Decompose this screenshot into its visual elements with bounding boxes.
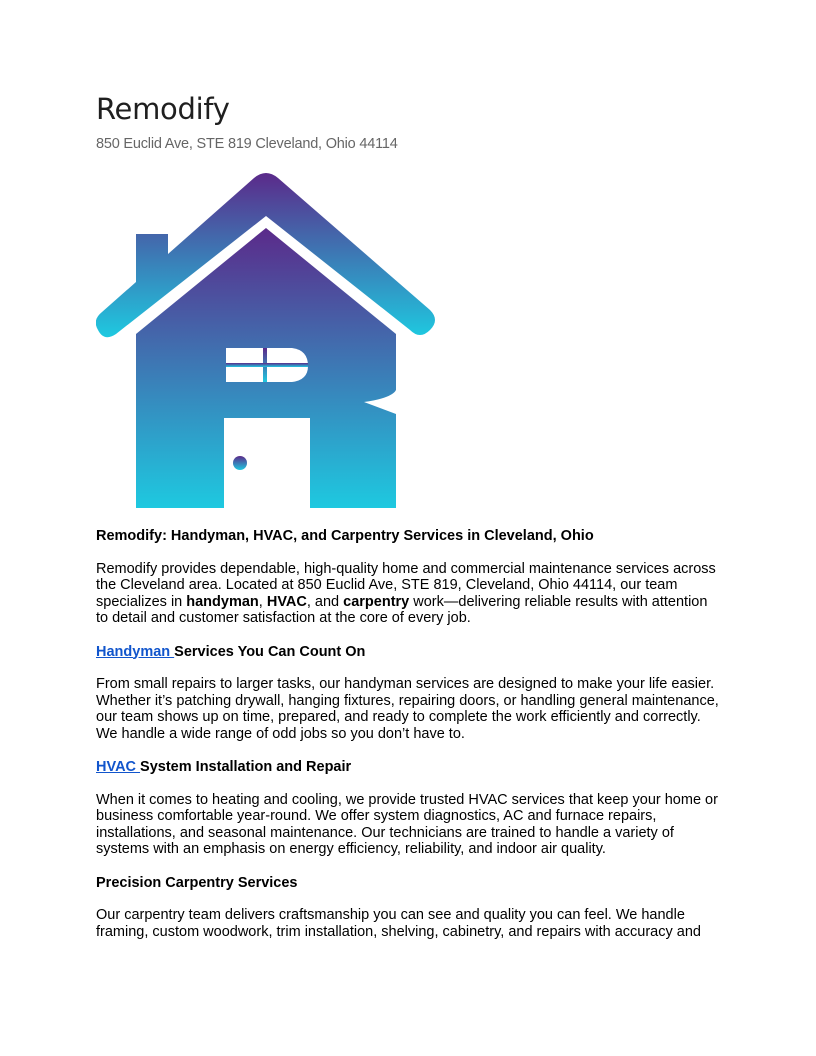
hvac-paragraph: When it comes to heating and cooling, we provide trusted HVAC services that keep your home or business comfortable year-round. We offer system diagnostics, AC and furnace repairs, installations, and seasonal maintenance. Our technicians are trained to handle a variety of systems with an emphasis on energy efficiency, reliability, and indoor air quality. (96, 791, 718, 857)
hvac-link[interactable]: HVAC (96, 759, 141, 775)
intro-paragraph (96, 561, 720, 627)
handyman-link[interactable]: Handyman (96, 643, 175, 660)
page-title: Remodify (96, 92, 230, 126)
hvac-heading-text: System Installation and Repair (140, 759, 352, 775)
handyman-heading (96, 644, 720, 661)
intro-text-2: work—delivering reliable results with attention to detail and customer satisfaction at the core of every job. (96, 593, 708, 626)
handyman-paragraph: From small repairs to larger tasks, our handyman services are designed to make your life easier. Whether it’s patching drywall, hanging fixtures, repairing doors, or handling general maintenance, our team shows up on time, prepared, and ready to complete the work efficiently and correctly. We handle a wide range of odd jobs so you don’t have to. (96, 676, 719, 742)
intro-heading: Remodify: Handyman, HVAC, and Carpentry Services in Cleveland, Ohio (96, 528, 594, 544)
bold-carpentry: carpentry (343, 593, 410, 610)
intro-text-1: Remodify provides dependable, high-quality home and commercial maintenance services across the Cleveland area. Located at 850 Euclid Ave, STE 819, Cleveland, Ohio 44114, our team specializes in (96, 560, 716, 610)
hvac-heading (96, 759, 720, 776)
address-subtitle: 850 Euclid Ave, STE 819 Cleveland, Ohio 44114 (96, 136, 398, 152)
intro-sep-1: , (258, 593, 267, 610)
handyman-heading-text: Services You Can Count On (174, 643, 366, 660)
bold-hvac: HVAC (266, 593, 307, 610)
carpentry-heading: Precision Carpentry Services (96, 874, 298, 891)
house-r-logo-icon (96, 170, 441, 510)
bold-handyman: handyman (186, 593, 259, 610)
intro-sep-2: , and (306, 593, 344, 610)
article-content (96, 528, 720, 957)
carpentry-paragraph: Our carpentry team delivers craftsmanship you can see and quality you can feel. We handle framing, custom woodwork, trim installation, shelving, cabinetry, and repairs with accuracy and (96, 907, 701, 940)
